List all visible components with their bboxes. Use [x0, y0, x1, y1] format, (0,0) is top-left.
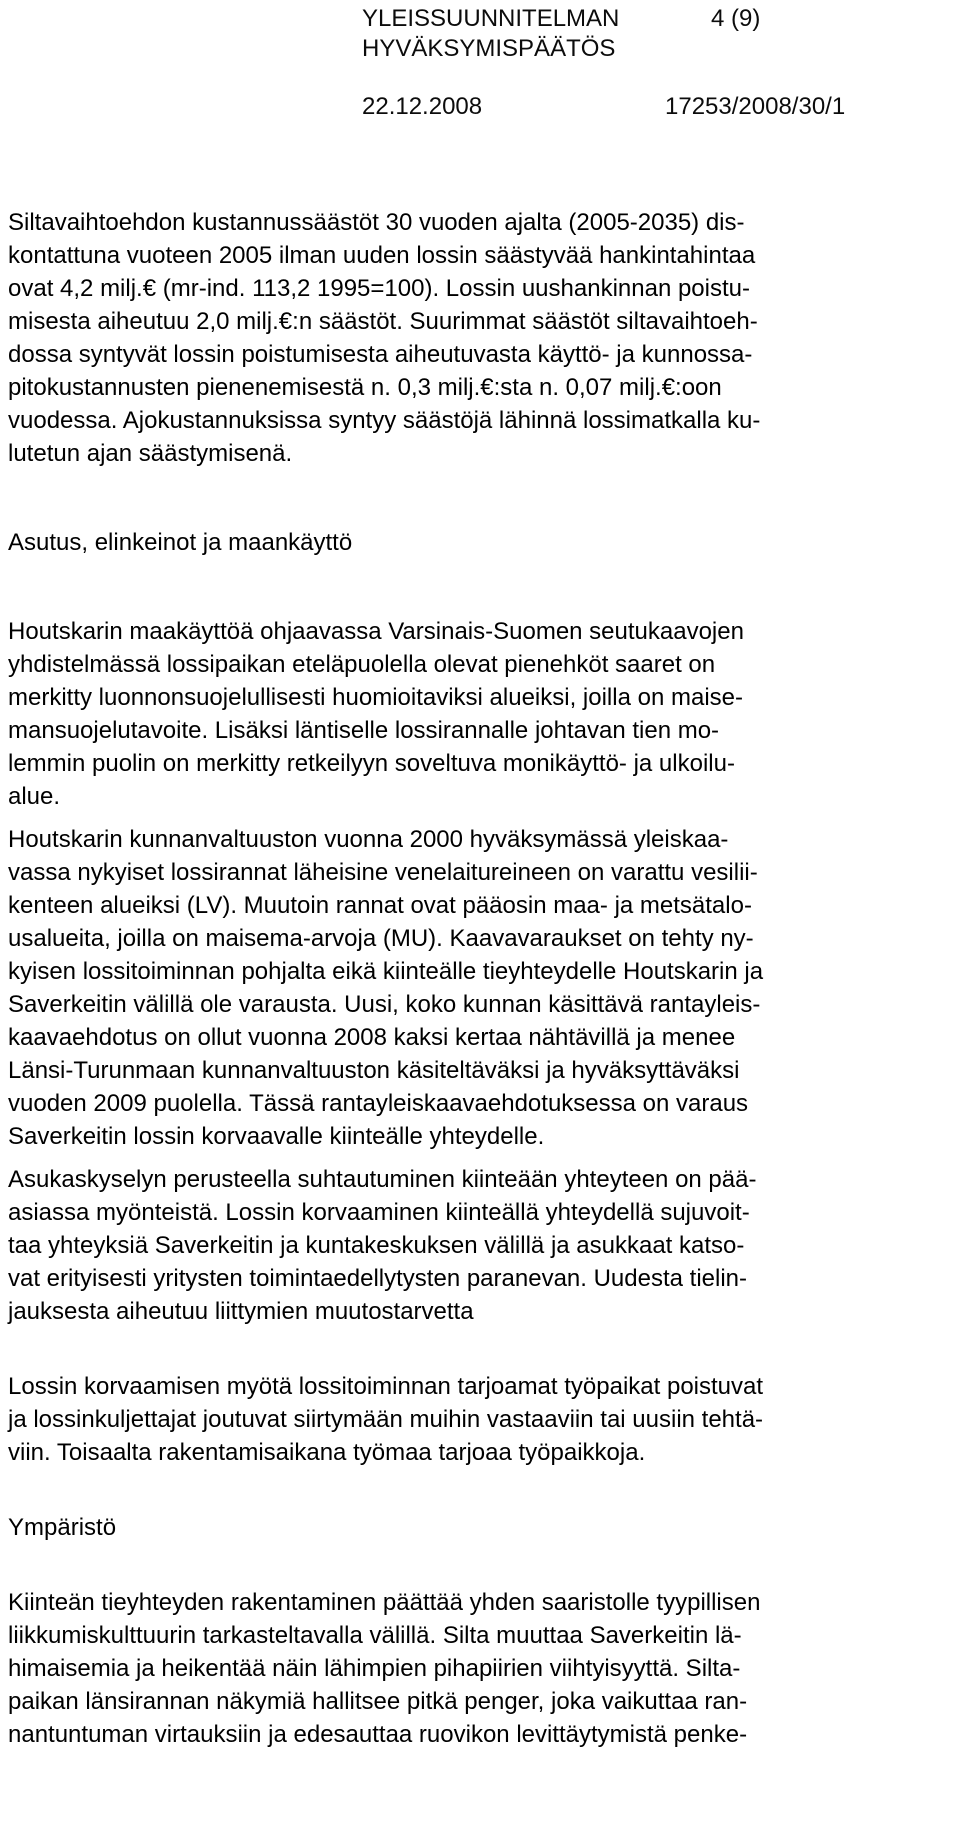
text-line: vuodessa. Ajokustannuksissa syntyy säästöjä lähinnä lossimatkalla ku- [8, 407, 761, 434]
text-line: Siltavaihtoehdon kustannussäästöt 30 vuoden ajalta (2005-2035) dis- [8, 209, 745, 236]
text-line: asiassa myönteistä. Lossin korvaaminen kiinteällä yhteydellä sujuvoit- [8, 1199, 750, 1226]
text-line: ja lossinkuljettajat joutuvat siirtymään muihin vastaaviin tai uusiin tehtä- [8, 1406, 764, 1433]
section-heading-environment: Ympäristö [8, 1514, 117, 1541]
text-line: vat erityisesti yritysten toimintaedellytysten paranevan. Uudesta tielin- [8, 1265, 748, 1292]
text-line: vassa nykyiset lossirannat läheisine venelaitureineen on varattu vesilii- [8, 859, 758, 886]
text-line: lutetun ajan säästymisenä. [8, 440, 293, 467]
text-line: viin. Toisaalta rakentamisaikana työmaa tarjoaa työpaikkoja. [8, 1439, 646, 1466]
page-number: 4 (9) [711, 5, 761, 32]
text-line: paikan länsirannan näkymiä hallitsee pitkä penger, joka vaikuttaa ran- [8, 1688, 748, 1715]
text-line: vuoden 2009 puolella. Tässä rantayleiskaavaehdotuksessa on varaus [8, 1090, 749, 1117]
text-line: Kiinteän tieyhteyden rakentaminen päättää yhden saaristolle tyypillisen [8, 1589, 761, 1616]
text-line: misesta aiheutuu 2,0 milj.€:n säästöt. Suurimmat säästöt siltavaihtoeh- [8, 308, 758, 335]
text-line: Länsi-Turunmaan kunnanvaltuuston käsiteltäväksi ja hyväksyttäväksi [8, 1057, 740, 1084]
section-heading-land-use: Asutus, elinkeinot ja maankäyttö [8, 529, 353, 556]
text-line: Lossin korvaamisen myötä lossitoiminnan tarjoamat työpaikat poistuvat [8, 1373, 764, 1400]
text-line: ovat 4,2 milj.€ (mr-ind. 113,2 1995=100). Lossin uushankinnan poistu- [8, 275, 750, 302]
text-line: kaavaehdotus on ollut vuonna 2008 kaksi kertaa nähtävillä ja menee [8, 1024, 736, 1051]
document-reference: 17253/2008/30/1 [665, 93, 846, 120]
text-line: mansuojelutavoite. Lisäksi läntiselle lossirannalle johtavan tien mo- [8, 717, 720, 744]
text-line: Houtskarin maakäyttöä ohjaavassa Varsinais-Suomen seutukaavojen [8, 618, 744, 645]
text-line: usalueita, joilla on maisema-arvoja (MU). Kaavavaraukset on tehty ny- [8, 925, 754, 952]
paragraph-cost-savings [8, 206, 948, 470]
paragraph-master-plan [8, 823, 948, 1153]
text-line: alue. [8, 783, 61, 810]
text-line: Asukaskyselyn perusteella suhtautuminen kiinteään yhteyteen on pää- [8, 1166, 757, 1193]
page-header [0, 0, 960, 140]
document-body [8, 206, 948, 1751]
paragraph-resident-survey [8, 1163, 948, 1328]
text-line: jauksesta aiheutuu liittymien muutostarvetta [8, 1298, 474, 1325]
text-line: kyisen lossitoiminnan pohjalta eikä kiinteälle tieyhteydelle Houtskarin ja [8, 958, 764, 985]
text-line: dossa syntyvät lossin poistumisesta aiheutuvasta käyttö- ja kunnossa- [8, 341, 753, 368]
text-line: Saverkeitin lossin korvaavalle kiinteälle yhteydelle. [8, 1123, 545, 1150]
paragraph-regional-plan [8, 615, 948, 813]
document-title-line1: YLEISSUUNNITELMAN [362, 5, 620, 32]
document-date: 22.12.2008 [362, 93, 483, 120]
text-line: himaisemia ja heikentää näin lähimpien pihapiirien viihtyisyyttä. Silta- [8, 1655, 741, 1682]
text-line: yhdistelmässä lossipaikan eteläpuolella olevat pienehköt saaret on [8, 651, 716, 678]
text-line: nantuntuman virtauksiin ja edesauttaa ruovikon levittäytymistä penke- [8, 1721, 748, 1748]
text-line: Houtskarin kunnanvaltuuston vuonna 2000 hyväksymässä yleiskaa- [8, 826, 729, 853]
text-line: Saverkeitin välillä ole varausta. Uusi, koko kunnan käsittävä rantayleis- [8, 991, 761, 1018]
text-line: liikkumiskulttuurin tarkasteltavalla välillä. Silta muuttaa Saverkeitin lä- [8, 1622, 742, 1649]
text-line: taa yhteyksiä Saverkeitin ja kuntakeskuksen välillä ja asukkaat katso- [8, 1232, 745, 1259]
document-title-line2: HYVÄKSYMISPÄÄTÖS [362, 35, 616, 62]
text-line: kontattuna vuoteen 2005 ilman uuden lossin säästyvää hankintahintaa [8, 242, 756, 269]
text-line: lemmin puolin on merkitty retkeilyyn soveltuva monikäyttö- ja ulkoilu- [8, 750, 735, 777]
text-line: merkitty luonnonsuojelullisesti huomioitaviksi alueiksi, joilla on maise- [8, 684, 743, 711]
paragraph-employment [8, 1370, 948, 1469]
text-line: kenteen alueiksi (LV). Muutoin rannat ovat pääosin maa- ja metsätalo- [8, 892, 752, 919]
text-line: pitokustannusten pienenemisestä n. 0,3 milj.€:sta n. 0,07 milj.€:oon [8, 374, 722, 401]
paragraph-environment [8, 1586, 948, 1751]
